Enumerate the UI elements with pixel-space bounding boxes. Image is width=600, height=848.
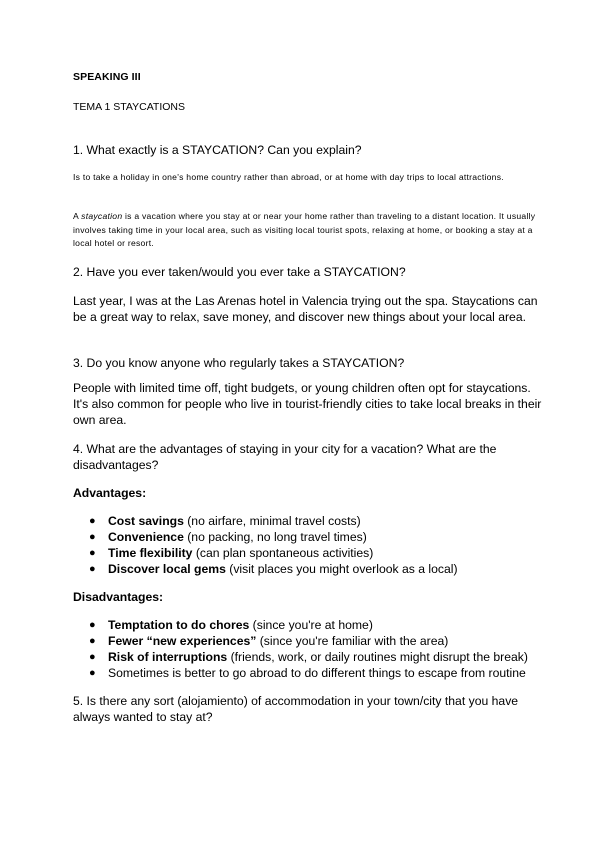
list-item-bold: Fewer “new experiences” xyxy=(108,634,257,648)
bullet-icon: ● xyxy=(89,547,96,559)
list-item xyxy=(89,633,549,649)
list-item-text: (no airfare, minimal travel costs) xyxy=(183,514,361,528)
bullet-icon: ● xyxy=(89,667,96,679)
list-item-bold: Time flexibility xyxy=(108,546,193,560)
list-item-bold: Cost savings xyxy=(108,514,184,528)
bullet-icon: ● xyxy=(89,619,96,631)
list-item-text: Sometimes is better to go abroad to do different things to escape from routine xyxy=(108,666,526,680)
answer-3: People with limited time off, tight budgets, or young children often opt for staycations. It's also common for people who live in tourist-friendly cities to take local breaks in their own area. xyxy=(73,381,542,427)
document-title: SPEAKING III xyxy=(73,71,141,83)
answer-1b-rest: is a vacation where you stay at or near your home rather than traveling to a distant location. It usually involves taking time in your local area, such as visiting local tourist spots, relaxing at home, or booking a stay at a local hotel or resort. xyxy=(73,211,536,248)
list-item xyxy=(89,617,549,633)
question-1: 1. What exactly is a STAYCATION? Can you explain? xyxy=(73,143,362,157)
answer-2: Last year, I was at the Las Arenas hotel in Valencia trying out the spa. Staycations can be a great way to relax, save money, and discover new things about your local area. xyxy=(73,294,538,324)
list-item-bold: Risk of interruptions xyxy=(108,650,228,664)
bullet-icon: ● xyxy=(89,515,96,527)
list-item-bold: Convenience xyxy=(108,530,184,544)
disadvantages-heading: Disadvantages: xyxy=(73,590,164,604)
question-3: 3. Do you know anyone who regularly takes a STAYCATION? xyxy=(73,356,405,370)
question-2: 2. Have you ever taken/would you ever take a STAYCATION? xyxy=(73,265,406,279)
list-item xyxy=(89,665,549,681)
bullet-icon: ● xyxy=(89,651,96,663)
list-item-text: (no packing, no long travel times) xyxy=(183,530,367,544)
list-item-text: (since you're familiar with the area) xyxy=(256,634,449,648)
answer-1b-term: staycation xyxy=(81,211,123,221)
question-5: 5. Is there any sort (alojamiento) of accommodation in your town/city that you have always wanted to stay at? xyxy=(73,694,519,724)
list-item xyxy=(89,513,549,529)
list-item xyxy=(89,561,549,577)
list-item-bold: Temptation to do chores xyxy=(108,618,250,632)
advantages-heading: Advantages: xyxy=(73,486,147,500)
disadvantages-list xyxy=(89,617,549,681)
list-item-text: (since you're at home) xyxy=(249,618,373,632)
answer-1a: Is to take a holiday in one's home country rather than abroad, or at home with day trips to local attractions. xyxy=(73,172,504,182)
list-item xyxy=(89,545,549,561)
list-item-text: (friends, work, or daily routines might disrupt the break) xyxy=(227,650,528,664)
list-item-text: (can plan spontaneous activities) xyxy=(192,546,374,560)
question-4: 4. What are the advantages of staying in your city for a vacation? What are the disadvantages? xyxy=(73,442,497,472)
advantages-list xyxy=(89,513,549,577)
answer-1b xyxy=(73,210,543,251)
bullet-icon: ● xyxy=(89,531,96,543)
bullet-icon: ● xyxy=(89,563,96,575)
bullet-icon: ● xyxy=(89,635,96,647)
answer-1b-prefix: A xyxy=(73,211,82,221)
list-item xyxy=(89,529,549,545)
list-item-text: (visit places you might overlook as a local) xyxy=(225,562,458,576)
list-item xyxy=(89,649,549,665)
document-subtitle: TEMA 1 STAYCATIONS xyxy=(73,101,186,113)
list-item-bold: Discover local gems xyxy=(108,562,226,576)
